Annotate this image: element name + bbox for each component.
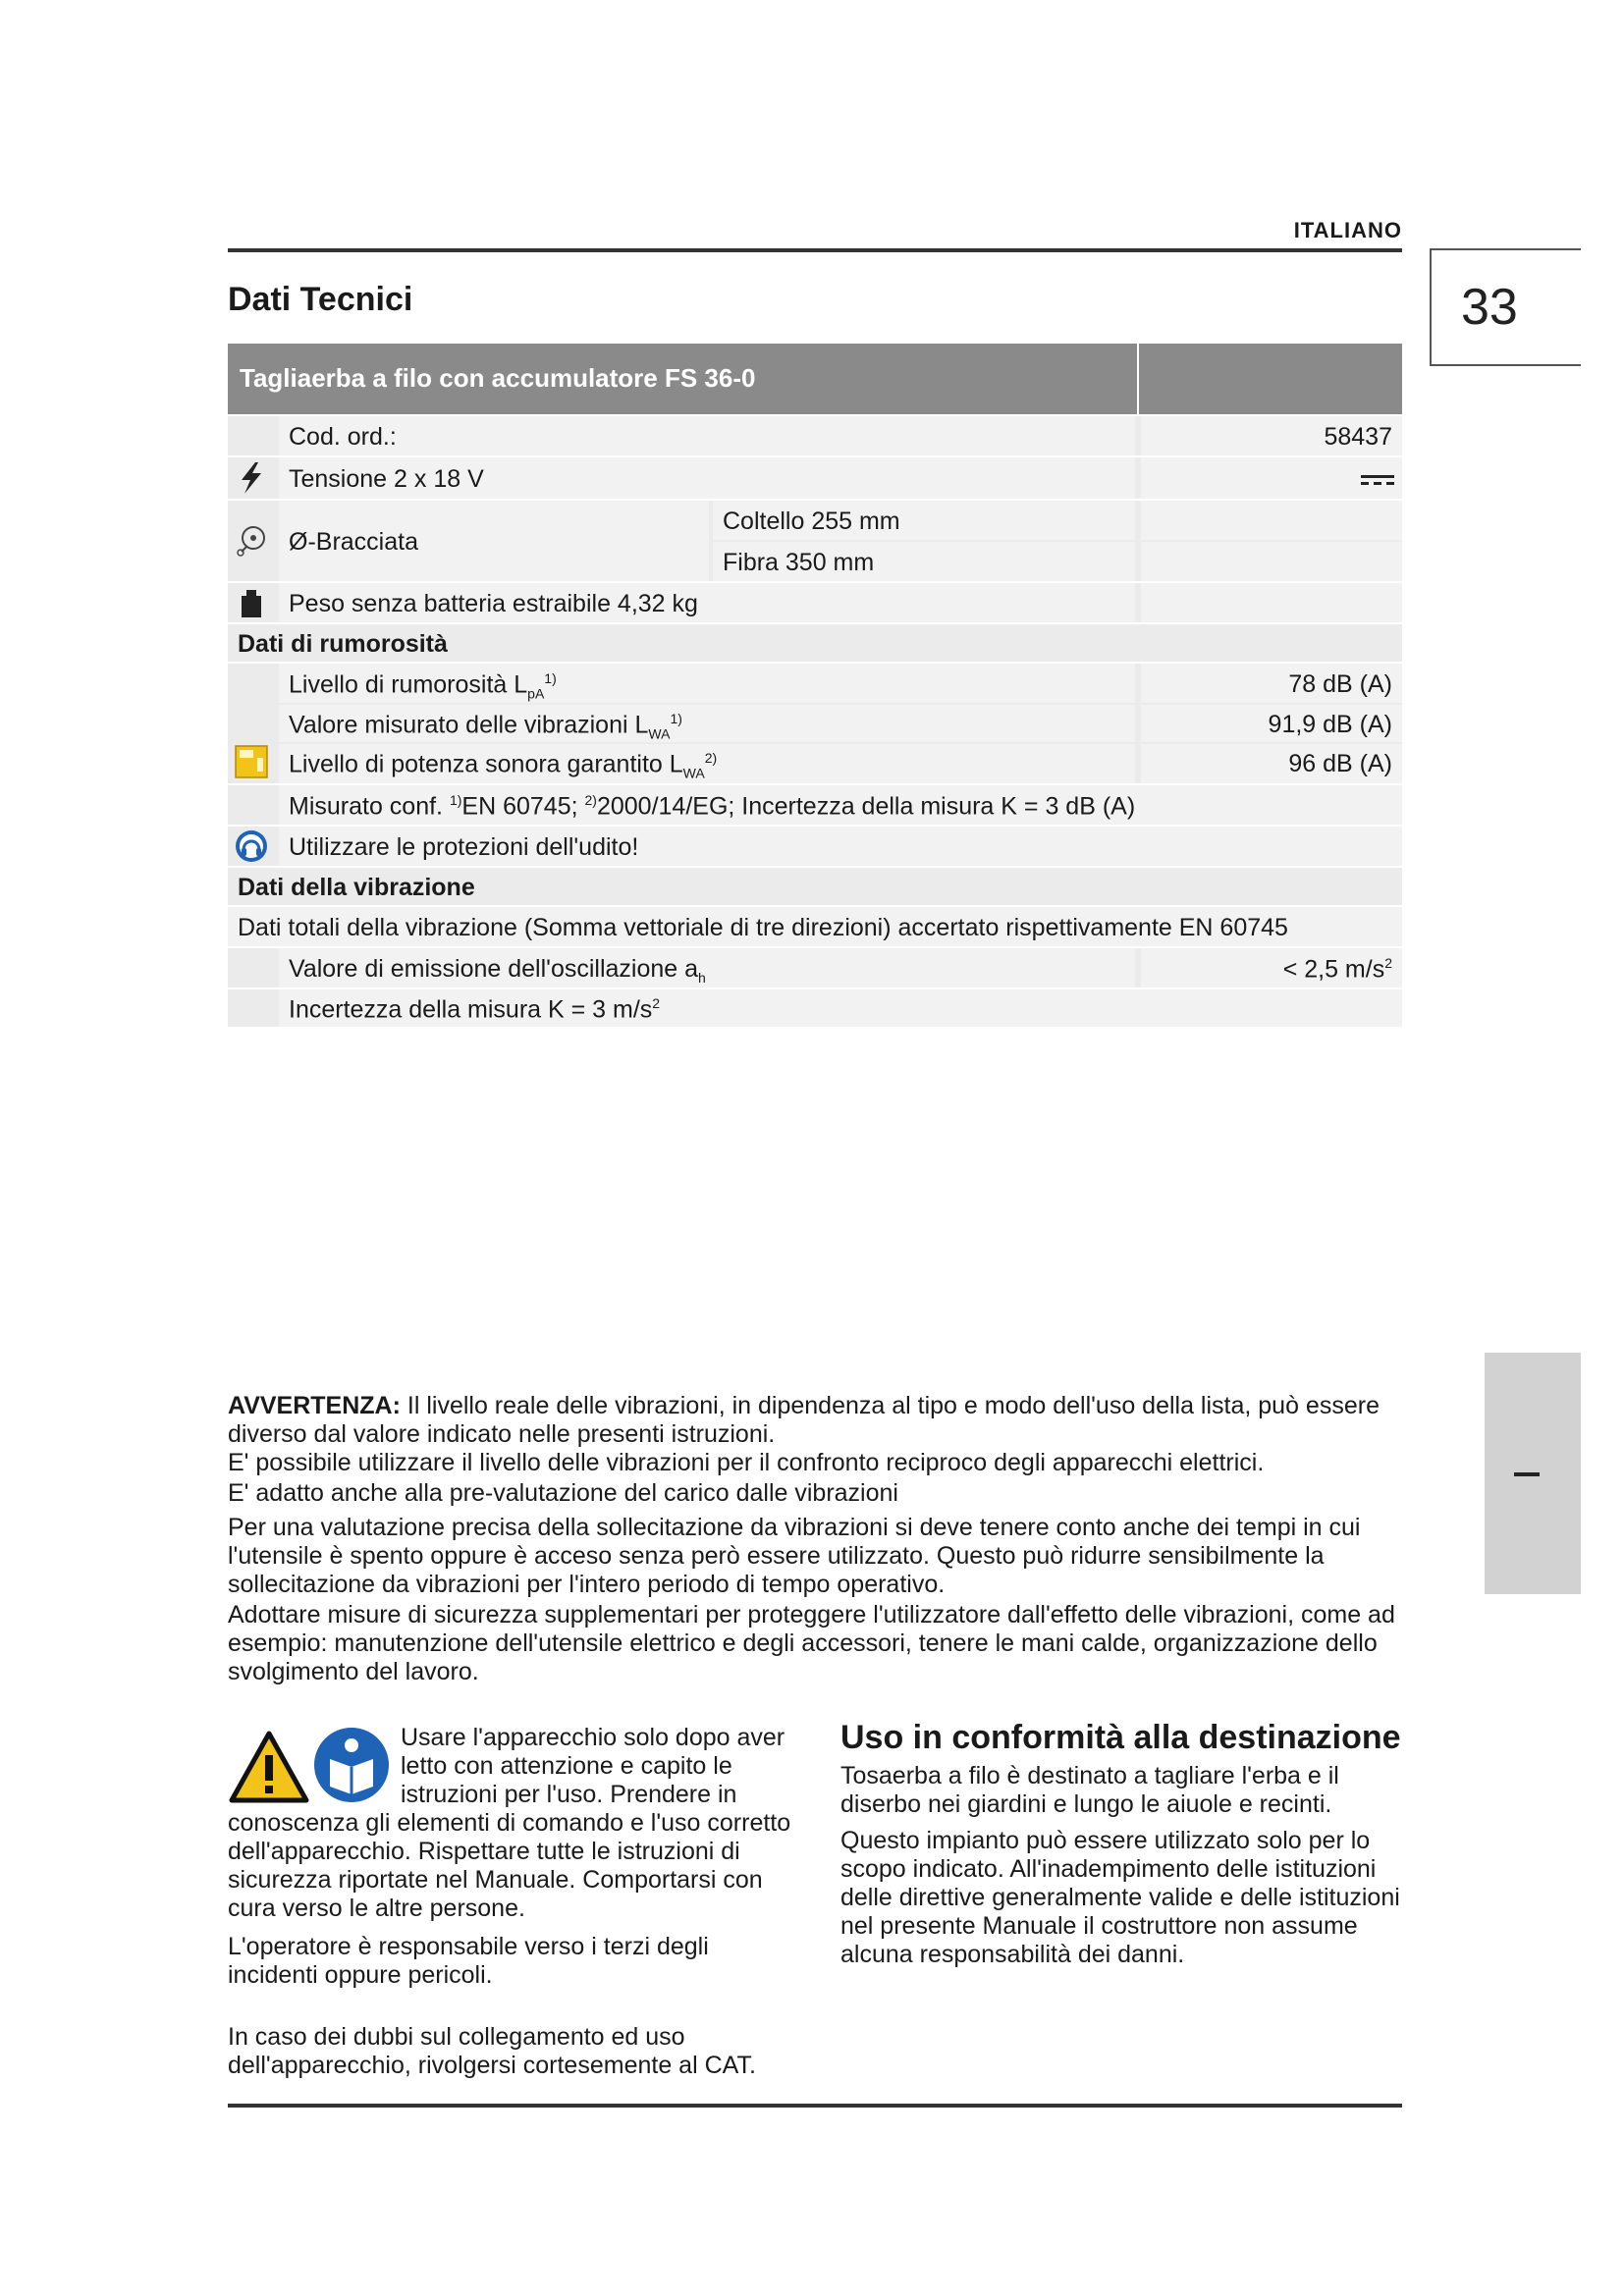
hearing-protection-icon <box>234 828 269 864</box>
dc-symbol-icon <box>1361 473 1394 487</box>
intended-use-p2: Questo impianto può essere utilizzato solo per lo scopo indicato. All'inadempimento delle istituzioni delle direttive generalmente valide e delle istituzioni nel presente Manuale il costruttore non assume alcuna responsabilità dei danni. <box>840 1827 1400 1968</box>
knife-diameter: Coltello 255 mm <box>723 507 900 535</box>
lpa-value: 78 dB (A) <box>1288 670 1392 698</box>
table-section-header <box>228 868 1402 905</box>
product-title: Tagliaerba a filo con accumulatore FS 36-0 <box>240 363 756 393</box>
right-column <box>840 1719 1410 1969</box>
side-tab <box>1485 1353 1581 1594</box>
warning-p4: Per una valutazione precisa della sollecitazione da vibrazioni si deve tenere conto anche dei tempi in cui l'utensile è spento oppure è acceso senza però essere utilizzato. Questo può ridurre sensibilmente la sollecitazione da vibrazioni per l'intero periodo di tempo operativo. <box>228 1514 1361 1598</box>
table-row <box>228 948 1402 988</box>
emission-label: Valore di emissione dell'oscillazione $a_h$ <box>289 955 706 986</box>
bottom-rule <box>228 2104 1402 2108</box>
language-label: ITALIANO <box>1293 218 1402 242</box>
warning-p1: AVVERTENZA: Il livello reale delle vibrazioni, in dipendenza al tipo e modo dell'uso della lista, può essere diverso dal valore indicato nelle presenti istruzioni. <box>228 1392 1380 1448</box>
cod-value: 58437 <box>1324 423 1392 451</box>
vibration-uncertainty: Incertezza della misura K = 3 $m/s^2$ <box>289 995 661 1024</box>
warning-section <box>228 1392 1406 1686</box>
lwa-guaranteed-value: 96 dB (A) <box>1288 750 1392 777</box>
doubts-note: In caso dei dubbi sul collegamento ed uso dell'apparecchio, rivolgersi cortesemente al CAT. <box>228 2023 756 2079</box>
emission-value: < 2,5 $m/s^2$ <box>1282 955 1392 984</box>
spec-table-header <box>228 344 1402 414</box>
weight-icon <box>234 586 269 621</box>
vibration-total-note: Dati totali della vibrazione (Somma vettoriale di tre direzioni) accertato rispettivamente EN 60745 <box>238 914 1288 941</box>
table-row <box>228 583 1402 622</box>
table-row <box>228 785 1402 825</box>
table-row <box>228 989 1402 1027</box>
intended-use-p1: Tosaerba a filo è destinato a tagliare l'erba e il diserbo nei giardini e lungo le aiuole e recinti. <box>840 1762 1339 1818</box>
noise-block <box>228 664 1402 783</box>
table-row <box>228 827 1402 866</box>
noise-section-title: Dati di rumorosità <box>238 630 448 658</box>
table-row <box>228 416 1402 455</box>
warning-p5: Adottare misure di sicurezza supplementari per proteggere l'utilizzatore dall'effetto delle vibrazioni, come ad esempio: manutenzione dell'utensile elettrico e degli accessori, tenere le mani calde, organizzazione dello svolgimento del lavoro. <box>228 1601 1395 1685</box>
lwa-label: Valore misurato delle vibrazioni $L_{WA}^{1)}$ <box>289 711 682 742</box>
page-number-box <box>1430 248 1581 366</box>
diameter-label: Ø-Bracciata <box>289 528 418 556</box>
operator-note: L'operatore è responsabile verso i terzi degli incidenti oppure pericoli. <box>228 1933 709 1989</box>
weight-label: Peso senza batteria estraibile 4,32 kg <box>289 590 698 617</box>
fibre-diameter: Fibra 350 mm <box>723 549 875 576</box>
page-number: 33 <box>1461 279 1518 336</box>
tension-label: Tensione 2 x 18 V <box>289 465 484 493</box>
lwa-guaranteed-label: Livello di potenza sonora garantito $L_{WA}^{2)}$ <box>289 750 718 781</box>
intended-use-heading: Uso in conformità alla destinazione <box>840 1719 1401 1756</box>
table-row <box>228 457 1402 499</box>
sound-power-label-icon <box>234 744 269 779</box>
table-row <box>228 501 1402 581</box>
manual-intro: Usare l'apparecchio solo dopo aver letto con attenzione e capito le istruzioni per l'uso. Prendere in <box>401 1724 785 1808</box>
left-column <box>228 1724 803 2080</box>
page-title: Dati Tecnici <box>228 281 413 318</box>
lwa-value: 91,9 dB (A) <box>1268 711 1392 738</box>
hearing-protection-note: Utilizzare le protezioni dell'udito! <box>289 833 639 861</box>
cod-label: Cod. ord.: <box>289 423 397 451</box>
warning-p3: E' adatto anche alla pre-valutazione del carico dalle vibrazioni <box>228 1479 898 1507</box>
manual-rest: conoscenza gli elementi di comando e l'uso corretto dell'apparecchio. Rispettare tutte le istruzioni di sicurezza riportate nel Manuale. Comportarsi con cura verso le altre persone. <box>228 1809 791 1922</box>
measured-note: Misurato conf. $^{1)}$EN 60745; $^{2)}$2000/14/EG; Incertezza della misura K = 3 dB (A) <box>289 792 1136 821</box>
lightning-icon <box>234 460 269 496</box>
table-row <box>228 907 1402 946</box>
lpa-label: Livello di rumorosità $L_{pA}^{1)}$ <box>289 670 557 702</box>
top-rule <box>228 248 1402 252</box>
vibration-section-title: Dati della vibrazione <box>238 874 475 901</box>
side-tab-mark <box>1514 1472 1540 1476</box>
warning-triangle-icon <box>228 1730 310 1804</box>
table-section-header <box>228 624 1402 662</box>
warning-p2: E' possibile utilizzare il livello delle vibrazioni per il confronto reciproco degli apparecchi elettrici. <box>228 1449 1265 1476</box>
cutting-diameter-icon <box>234 522 269 558</box>
read-manual-icon <box>312 1726 391 1804</box>
